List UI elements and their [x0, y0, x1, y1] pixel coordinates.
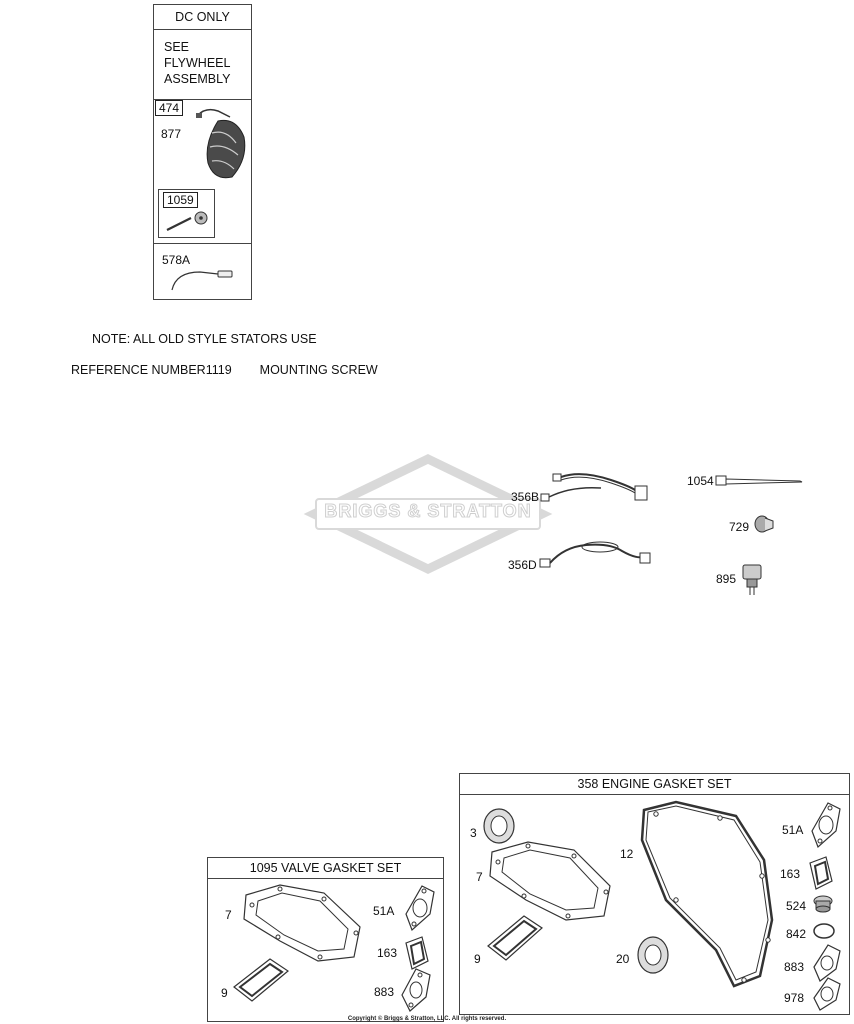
stator-note-line-2 — [64, 346, 378, 378]
see-line-1: SEE — [164, 40, 190, 54]
intake-gasket-51a-drawing — [402, 884, 436, 932]
engine-set-label-3[interactable]: 3 — [470, 826, 477, 840]
gasket-883-drawing — [398, 967, 432, 1013]
engine-set-label-524[interactable]: 524 — [786, 899, 807, 913]
valve-set-label-7[interactable]: 7 — [225, 908, 232, 922]
part-label-578a[interactable]: 578A — [162, 253, 191, 267]
see-flywheel-note — [164, 39, 230, 87]
oil-seal-20-drawing — [634, 934, 672, 976]
divider — [154, 243, 251, 244]
engine-set-label-883[interactable]: 883 — [784, 960, 805, 974]
engine-set-label-20[interactable]: 20 — [616, 952, 630, 966]
engine-set-label-978[interactable]: 978 — [784, 991, 805, 1005]
engine-head-gasket-drawing — [486, 840, 614, 922]
note-reference-number[interactable]: 1119 — [205, 363, 232, 377]
note-mounting-screw: MOUNTING SCREW — [259, 363, 378, 377]
part-label-1059[interactable]: 1059 — [163, 192, 198, 208]
engine-set-label-7[interactable]: 7 — [476, 870, 483, 884]
part-label-1054[interactable]: 1054 — [687, 474, 714, 488]
valve-set-label-9[interactable]: 9 — [221, 986, 228, 1000]
engine-set-label-9[interactable]: 9 — [474, 952, 481, 966]
engine-set-label-51a[interactable]: 51A — [782, 823, 804, 837]
engine-set-label-12[interactable]: 12 — [620, 847, 634, 861]
valve-set-label-163[interactable]: 163 — [377, 946, 398, 960]
gasket-163-drawing — [402, 935, 430, 971]
note-reference-text: REFERENCE NUMBER — [70, 363, 206, 377]
watermark-text: BRIGGS & STRATTON — [324, 501, 532, 521]
copyright-notice: Copyright © Briggs & Stratton, LLC. All rights reserved. — [347, 1016, 507, 1022]
part-label-356d[interactable]: 356D — [508, 558, 537, 572]
stator-wiring-877-drawing — [196, 103, 252, 183]
harness-356b-drawing — [541, 466, 651, 508]
engine-gasket-978-drawing — [810, 976, 842, 1012]
part-label-729[interactable]: 729 — [729, 520, 750, 534]
see-line-3: ASSEMBLY — [164, 72, 231, 86]
valve-set-label-883[interactable]: 883 — [374, 985, 395, 999]
cylinder-head-gasket-drawing — [240, 883, 364, 963]
stator-note-line-1: NOTE: ALL OLD STYLE STATORS USE — [92, 332, 317, 346]
o-ring-842-drawing — [812, 922, 836, 940]
cable-tie-1054-drawing — [716, 474, 804, 488]
valve-set-label-51a[interactable]: 51A — [373, 904, 395, 918]
engine-gasket-51a-drawing — [808, 801, 842, 849]
harness-356d-drawing — [540, 537, 660, 573]
dc-only-title: DC ONLY — [154, 5, 251, 30]
seal-524-drawing — [812, 894, 834, 914]
engine-gasket-163-drawing — [806, 855, 834, 891]
valve-gasket-set-title: 1095 VALVE GASKET SET — [208, 858, 443, 879]
screw-1059-drawing — [165, 210, 213, 232]
engine-gasket-set-title: 358 ENGINE GASKET SET — [460, 774, 849, 795]
engine-valve-cover-gasket-drawing — [486, 912, 546, 964]
grommet-729-drawing — [753, 514, 775, 534]
switch-895-drawing — [740, 563, 766, 599]
part-label-895[interactable]: 895 — [716, 572, 737, 586]
wire-578a-drawing — [170, 262, 240, 292]
part-label-356b[interactable]: 356B — [511, 490, 540, 504]
engine-set-label-163[interactable]: 163 — [780, 867, 801, 881]
see-line-2: FLYWHEEL — [164, 56, 231, 70]
part-label-877[interactable]: 877 — [161, 127, 182, 141]
part-label-474[interactable]: 474 — [155, 100, 183, 116]
engine-set-label-842[interactable]: 842 — [786, 927, 807, 941]
valve-cover-gasket-drawing — [232, 955, 292, 1005]
